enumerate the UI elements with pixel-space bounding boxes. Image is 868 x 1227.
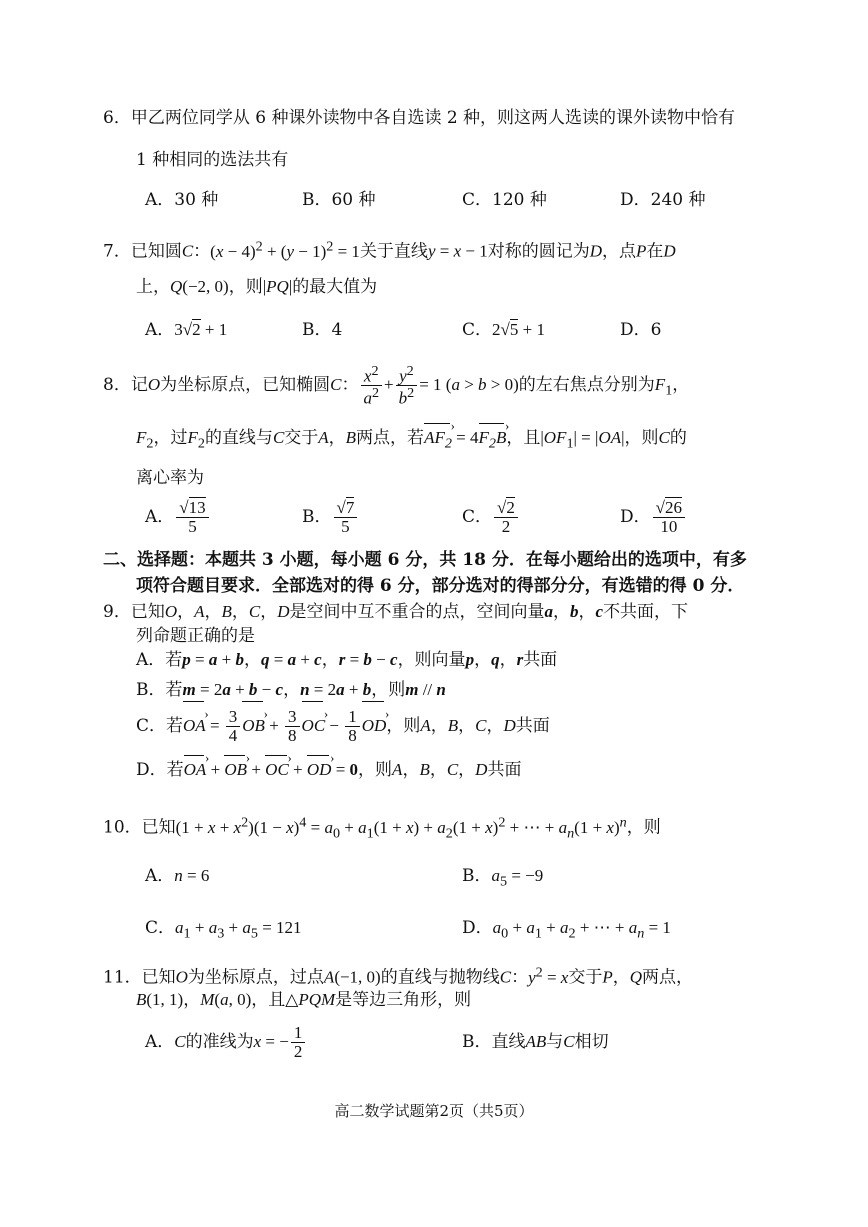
- q7-option-a: A．3√2 + 1: [145, 320, 228, 340]
- q8-line3: 离心率为: [136, 468, 204, 488]
- q7-line1: 7．已知圆C：$(x - 4)^2 + (y - 1)^2 = 1$关于直线y = x − 1对称的圆记为D，点P在D: [103, 238, 676, 262]
- q10-option-c: C．$a_1 + a_3 + a_5 = 121$: [145, 918, 302, 942]
- page-footer: 高二数学试题第2页（共5页）: [334, 1102, 534, 1120]
- q6-line1: 6．甲乙两位同学从 6 种课外读物中各自选读 2 种，则这两人选读的课外读物中恰有: [103, 108, 736, 128]
- q10-line1: 10．已知$(1 + x + x^2)(1 - x)^4 = a_0 + a_1(1 + x) + a_2(1 + x)^2$ + ⋯ + $a_n(1 + x)^n$，则: [103, 814, 661, 842]
- q10-option-a: A．n = 6: [145, 866, 210, 886]
- q8-option-b: B． $\frac{√7}{5}$: [302, 494, 359, 540]
- q8-option-c: C． $\frac{√2}{2}$: [462, 494, 520, 540]
- q11-line1: 11．已知O为坐标原点，过点A(−1, 0)的直线与抛物线C：$y^2 = x$交于P，Q两点，: [103, 964, 694, 988]
- q11-line2: B(1, 1)，M(a, 0)，且△PQM是等边三角形，则: [136, 990, 472, 1010]
- section2-heading-line2: 项符合题目要求．全部选对的得 6 分，部分选对的得部分分，有选错的得 0 分．: [136, 576, 745, 596]
- q9-option-c: C．若OA › = $\frac{3}{4}$ OB › + $\frac{3}{8}$ OC › − $\frac{1}{8}$ OD ›，则A，B，C，D共面: [136, 704, 550, 748]
- q10-option-d: D．$a_0 + a_1 + a_2$ + ⋯ + $a_n = 1$: [462, 918, 671, 942]
- q7-option-b: B．4: [302, 320, 343, 340]
- q6-option-c: C．120 种: [462, 190, 547, 210]
- q6-option-d: D．240 种: [620, 190, 706, 210]
- q9-option-b: B．若m = 2a + b − c，n = 2a + b，则m // n: [136, 680, 446, 700]
- q10-option-b: B．$a_5 = -9$: [462, 866, 544, 890]
- q11-option-a: A．C的准线为x = − $\frac{1}{2}$: [145, 1020, 307, 1064]
- q8-line2: $F_2$，过$F_2$的直线与C交于A，B两点，若$AF_2$ › = $4F_2B$ ›，且$|OF_1| = |OA|$，则C的: [136, 426, 687, 455]
- q11-option-b: B．直线AB与C相切: [462, 1032, 609, 1052]
- q6-line2: 1 种相同的选法共有: [136, 150, 289, 170]
- q8-option-d: D． $\frac{√26}{10}$: [620, 494, 687, 540]
- q6-option-a: A．30 种: [145, 190, 219, 210]
- q6-option-b: B．60 种: [302, 190, 376, 210]
- q9-option-a: A．若p = a + b，q = a + c，r = b − c，则向量p，q，r共面: [136, 650, 558, 670]
- q9-option-d: D．若OA › + OB › + OC › + OD › = 0，则A，B，C，D共面: [136, 758, 521, 782]
- q7-option-d: D．6: [620, 320, 662, 340]
- q8-option-a: A． $\frac{√13}{5}$: [145, 494, 211, 540]
- q9-line1: 9．已知O，A，B，C，D是空间中互不重合的点，空间向量a，b，c不共面，下: [103, 602, 689, 622]
- q8-line1: 8．记O为坐标原点，已知椭圆C： $\frac{x^2}{a^2}$ + $\frac{y^2}{b^2}$ = 1 (a > b > 0)的左右焦点分别为$F_1$，: [103, 362, 690, 408]
- q7-line2: 上，Q(−2, 0)，则|PQ|的最大值为: [136, 277, 378, 297]
- q7-option-c: C．2√5 + 1: [462, 320, 545, 340]
- section2-heading-line1: 二、选择题：本题共 3 小题，每小题 6 分，共 18 分．在每小题给出的选项中，有多: [103, 550, 747, 570]
- q9-line2: 列命题正确的是: [136, 626, 255, 646]
